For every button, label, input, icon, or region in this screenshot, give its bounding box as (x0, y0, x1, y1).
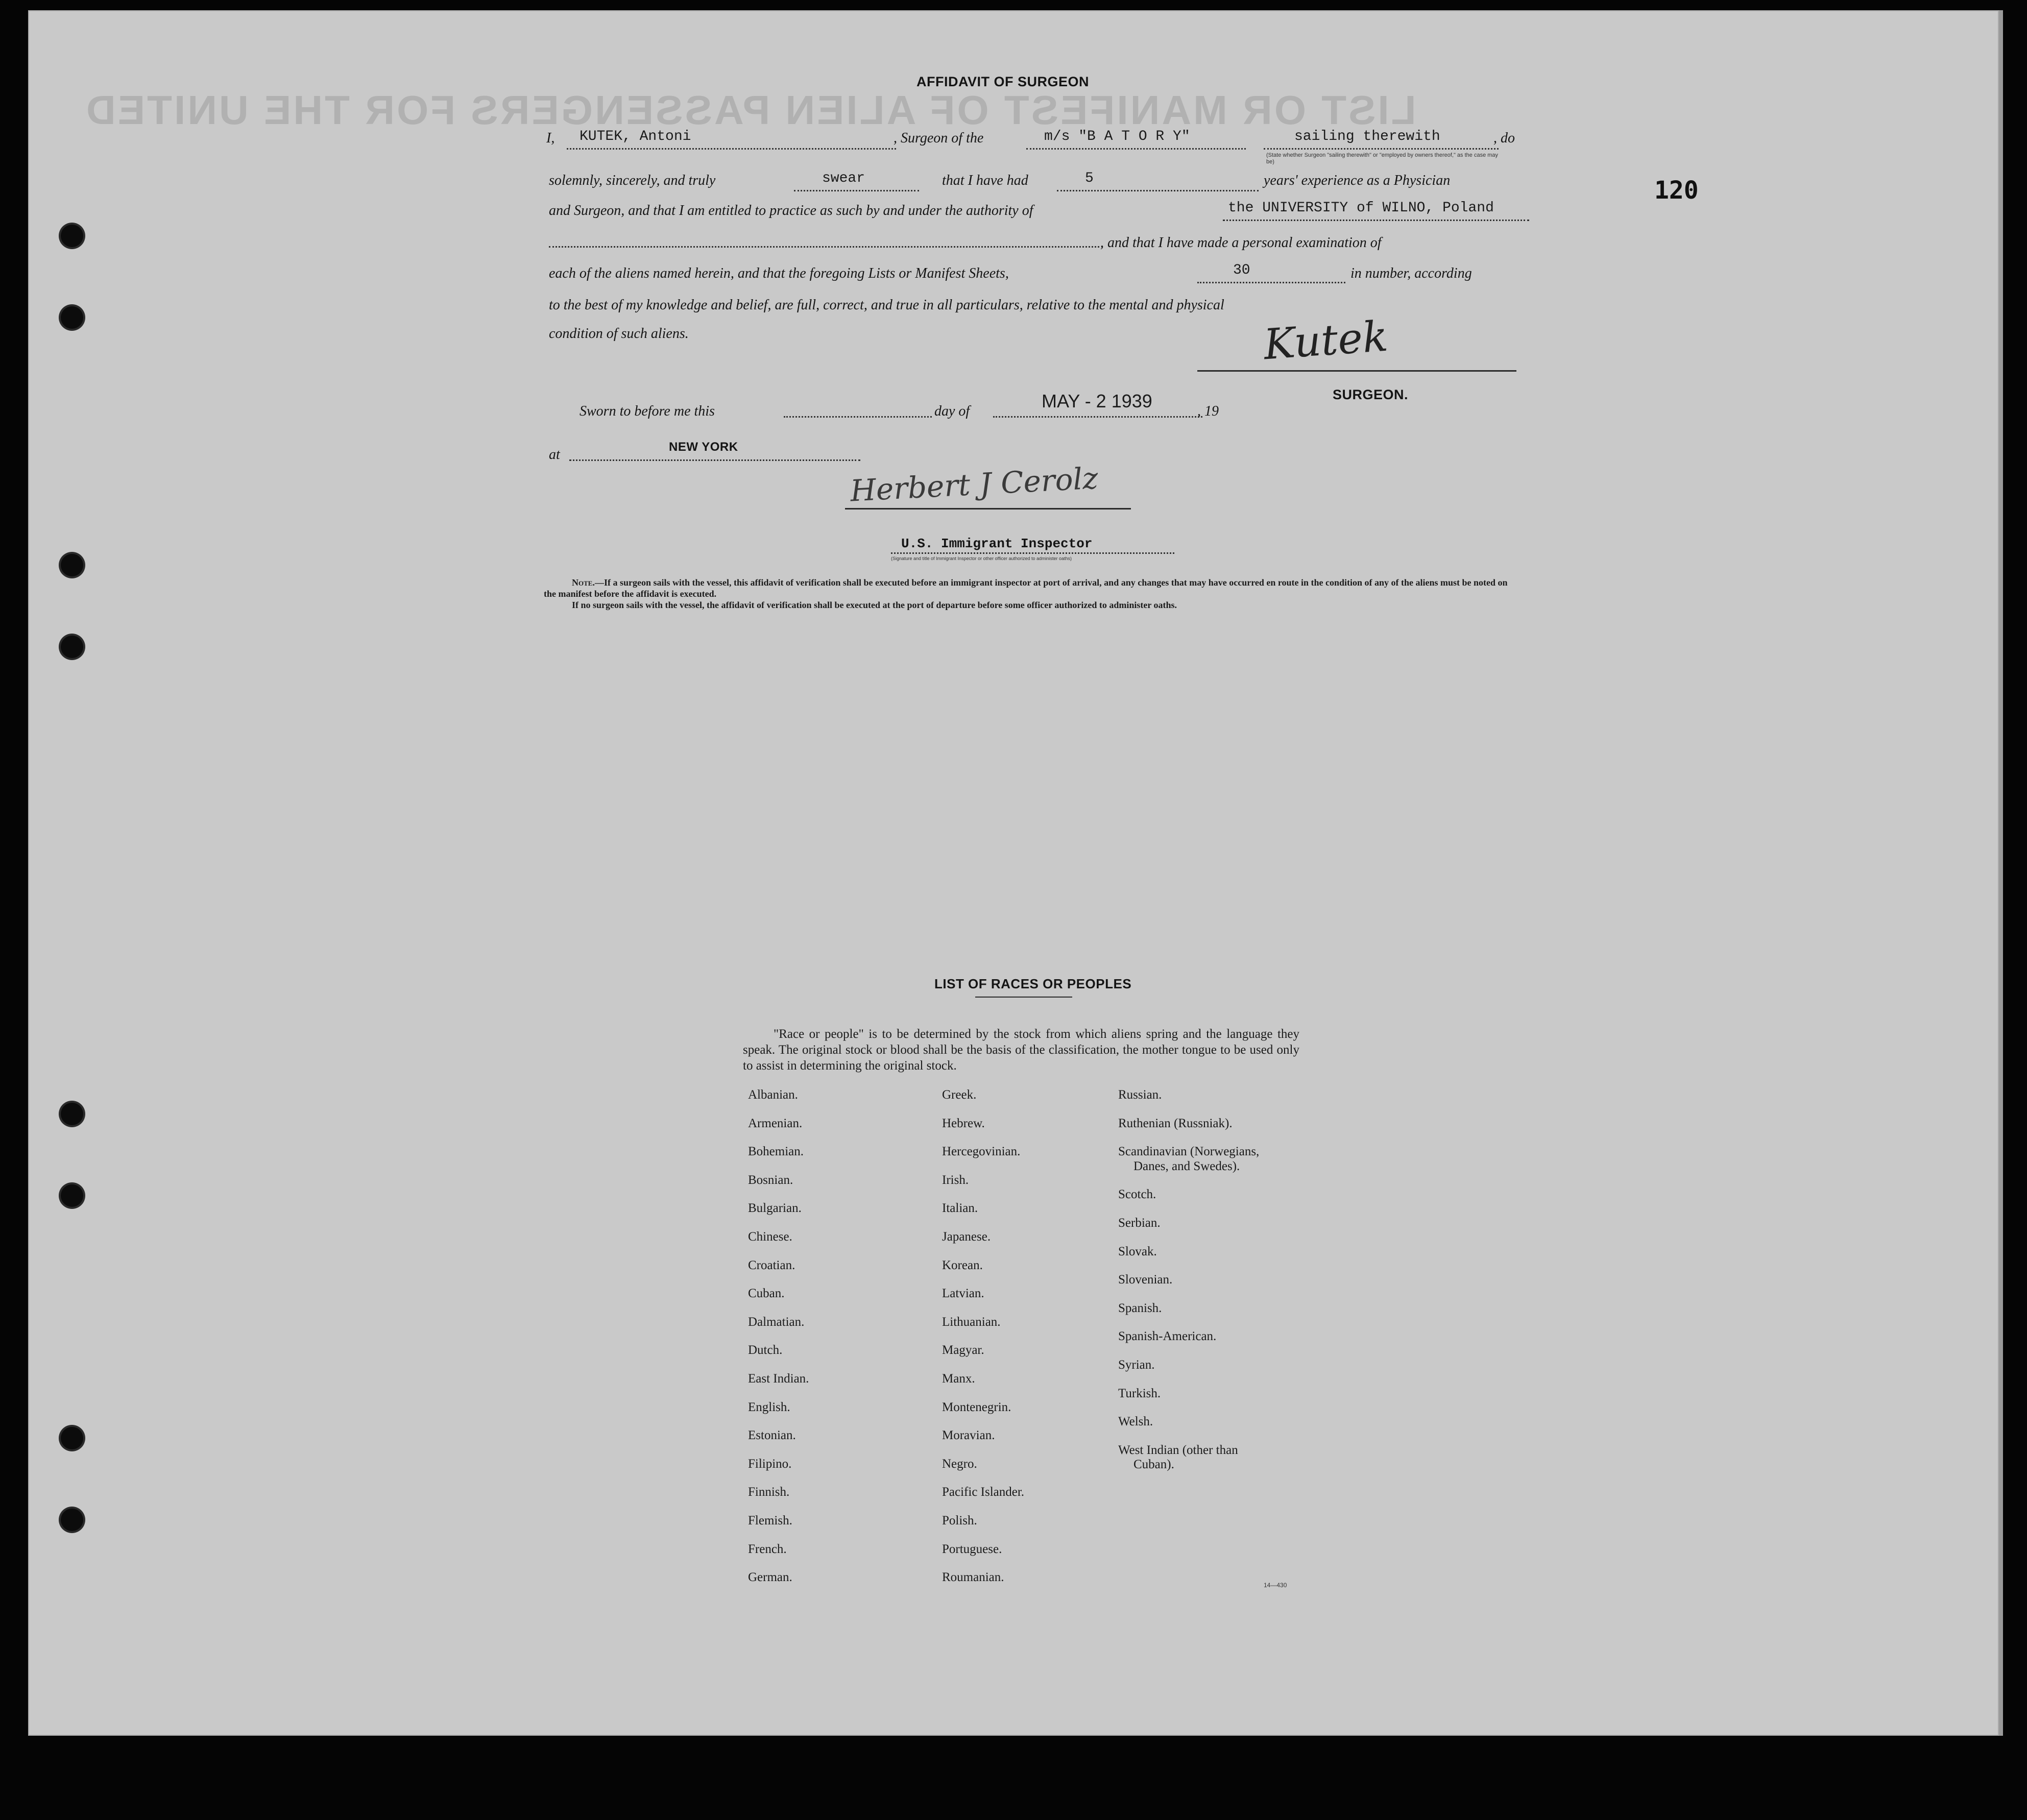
text-19: , 19 (1197, 403, 1219, 419)
form-number: 14—430 (1264, 1582, 1287, 1589)
oath-line (794, 190, 919, 191)
race-item: Lithuanian. (942, 1315, 1001, 1329)
race-item: Pacific Islander. (942, 1485, 1025, 1499)
text-and-surgeon: and Surgeon, and that I am entitled to practice as such by and under the authority of (549, 203, 1033, 219)
surgeon-name-line (567, 148, 896, 150)
race-item: Hebrew. (942, 1116, 985, 1130)
text-at: at (549, 447, 560, 463)
inspector-title-note: (Signature and title of Immigrant Inspector or other officer authorized to administer oaths) (891, 556, 1072, 561)
surgeon-name-field: KUTEK, Antoni (580, 129, 691, 144)
bleed-through-text: LIST OR MANIFEST OF ALIEN PASSENGERS FOR THE UNITED (84, 87, 1416, 133)
races-title-rule (975, 997, 1072, 998)
text-day-of: day of (934, 403, 970, 419)
race-item: Russian. (1118, 1088, 1162, 1102)
date-line (993, 416, 1202, 418)
race-item: Magyar. (942, 1343, 984, 1357)
binder-hole (61, 636, 83, 658)
authority-continued-line (549, 246, 1103, 248)
races-title: LIST OF RACES OR PEOPLES (934, 976, 1132, 991)
race-item: Ruthenian (Russniak). (1118, 1116, 1233, 1130)
race-item: West Indian (other than (1118, 1443, 1238, 1457)
race-item: Serbian. (1118, 1216, 1161, 1230)
binder-hole (61, 306, 83, 329)
binder-hole (61, 554, 83, 576)
race-item: Finnish. (748, 1485, 790, 1499)
race-item: Dutch. (748, 1343, 783, 1357)
text-condition: condition of such aliens. (549, 326, 689, 342)
affidavit-title: AFFIDAVIT OF SURGEON (916, 74, 1089, 89)
race-item: Japanese. (942, 1230, 991, 1244)
race-item: Cuban. (748, 1287, 785, 1301)
page-number: 120 (1654, 176, 1699, 205)
race-item: English. (748, 1400, 790, 1414)
race-item: Bosnian. (748, 1173, 793, 1187)
authority-field: the UNIVERSITY of WILNO, Poland (1228, 200, 1494, 216)
race-item: Hercegovinian. (942, 1145, 1021, 1159)
race-item: Armenian. (748, 1116, 803, 1130)
race-item: Montenegrin. (942, 1400, 1011, 1414)
place-field: NEW YORK (669, 440, 738, 454)
text-do: , do (1493, 130, 1515, 146)
race-item: French. (748, 1542, 787, 1556)
oath-field: swear (822, 171, 865, 186)
race-item: Negro. (942, 1457, 977, 1471)
race-item: Syrian. (1118, 1358, 1155, 1372)
race-item: Scotch. (1118, 1187, 1156, 1202)
authority-line (1223, 220, 1529, 221)
race-item: Cuban). (1133, 1458, 1174, 1472)
binder-hole (61, 225, 83, 247)
affidavit-note (544, 577, 1514, 611)
race-item: Danes, and Swedes). (1133, 1159, 1240, 1173)
binder-hole (61, 1184, 83, 1207)
text-each-of-the-aliens: each of the aliens named herein, and that the foregoing Lists or Manifest Sheets, (549, 265, 1009, 281)
race-item: Spanish. (1118, 1301, 1162, 1315)
years-line (1057, 190, 1259, 191)
race-item: German. (748, 1570, 792, 1585)
ship-name-line (1026, 148, 1246, 150)
ship-name-field: m/s "B A T O R Y" (1044, 129, 1190, 144)
text-solemnly: solemnly, sincerely, and truly (549, 173, 716, 188)
surgeon-label: SURGEON. (1333, 387, 1409, 402)
note-label: Note. (572, 577, 595, 588)
date-stamp: MAY - 2 1939 (1042, 391, 1152, 411)
race-item: Manx. (942, 1372, 975, 1386)
sailing-status-note: (State whether Surgeon "sailing therewith" or "employed by owners thereof," as the case may be) (1266, 152, 1499, 165)
race-item: Slovenian. (1118, 1273, 1173, 1287)
years-field: 5 (1085, 171, 1094, 186)
race-item: Italian. (942, 1201, 978, 1216)
sheets-field: 30 (1233, 262, 1250, 278)
sailing-status-field: sailing therewith (1294, 129, 1440, 144)
race-item: Slovak. (1118, 1244, 1157, 1258)
race-item: Welsh. (1118, 1415, 1153, 1429)
text-years-experience: years' experience as a Physician (1264, 173, 1451, 188)
note-text-1: —If a surgeon sails with the vessel, this affidavit of verification shall be executed before an immigrant inspector at port of arrival, and any changes that may have occurred en route in the condition of any of the aliens must be noted on the manifest before the affidavit is executed. (544, 577, 1508, 599)
text-to-the-best: to the best of my knowledge and belief, are full, correct, and true in all particulars, relative to the mental and physical (549, 297, 1224, 313)
surgeon-signature: Kutek (1262, 312, 1390, 370)
race-item: Turkish. (1118, 1386, 1161, 1400)
race-item: Estonian. (748, 1428, 796, 1443)
inspector-title: U.S. Immigrant Inspector (901, 536, 1093, 551)
race-item: Latvian. (942, 1287, 984, 1301)
inspector-signature-line (845, 508, 1131, 509)
text-sworn: Sworn to before me this (580, 403, 715, 419)
text-i: I, (546, 130, 555, 146)
race-item: Bohemian. (748, 1145, 804, 1159)
race-item: East Indian. (748, 1372, 809, 1386)
binder-hole (61, 1427, 83, 1449)
race-item: Irish. (942, 1173, 969, 1187)
document-page (28, 10, 2003, 1736)
race-item: Portuguese. (942, 1542, 1002, 1556)
race-item: Greek. (942, 1088, 977, 1102)
inspector-signature: Herbert J Cerolz (849, 460, 1099, 508)
text-in-number: in number, according (1350, 265, 1472, 281)
race-item: Scandinavian (Norwegians, (1118, 1145, 1260, 1159)
note-text-2: If no surgeon sails with the vessel, the affidavit of verification shall be executed at the port of departure before some officer authorized to administer oaths. (572, 600, 1177, 610)
races-intro: "Race or people" is to be determined by the stock from which aliens spring and the language they speak. The original stock or blood shall be the basis of the classification, the mother tongue to be used only to assist in determining the original stock. (743, 1027, 1299, 1073)
binder-hole (61, 1103, 83, 1125)
race-item: Chinese. (748, 1230, 792, 1244)
race-item: Spanish-American. (1118, 1329, 1217, 1344)
race-item: Bulgarian. (748, 1201, 802, 1216)
sailing-status-line (1264, 148, 1499, 150)
binder-hole (61, 1509, 83, 1531)
text-personal-examination: , and that I have made a personal examination of (1100, 235, 1382, 251)
race-item: Polish. (942, 1514, 977, 1527)
race-item: Albanian. (748, 1088, 798, 1102)
sheets-line (1197, 282, 1345, 283)
sworn-day-line (784, 416, 932, 418)
race-item: Korean. (942, 1258, 983, 1272)
place-line (569, 459, 860, 461)
race-item: Flemish. (748, 1514, 792, 1527)
race-item: Moravian. (942, 1428, 995, 1443)
race-item: Roumanian. (942, 1570, 1004, 1585)
text-surgeon-of-the: , Surgeon of the (894, 130, 984, 146)
race-item: Dalmatian. (748, 1315, 805, 1329)
race-item: Croatian. (748, 1258, 795, 1272)
surgeon-signature-line (1197, 370, 1516, 372)
text-that-i-have-had: that I have had (942, 173, 1028, 188)
race-item: Filipino. (748, 1457, 792, 1471)
inspector-title-line (891, 552, 1174, 554)
